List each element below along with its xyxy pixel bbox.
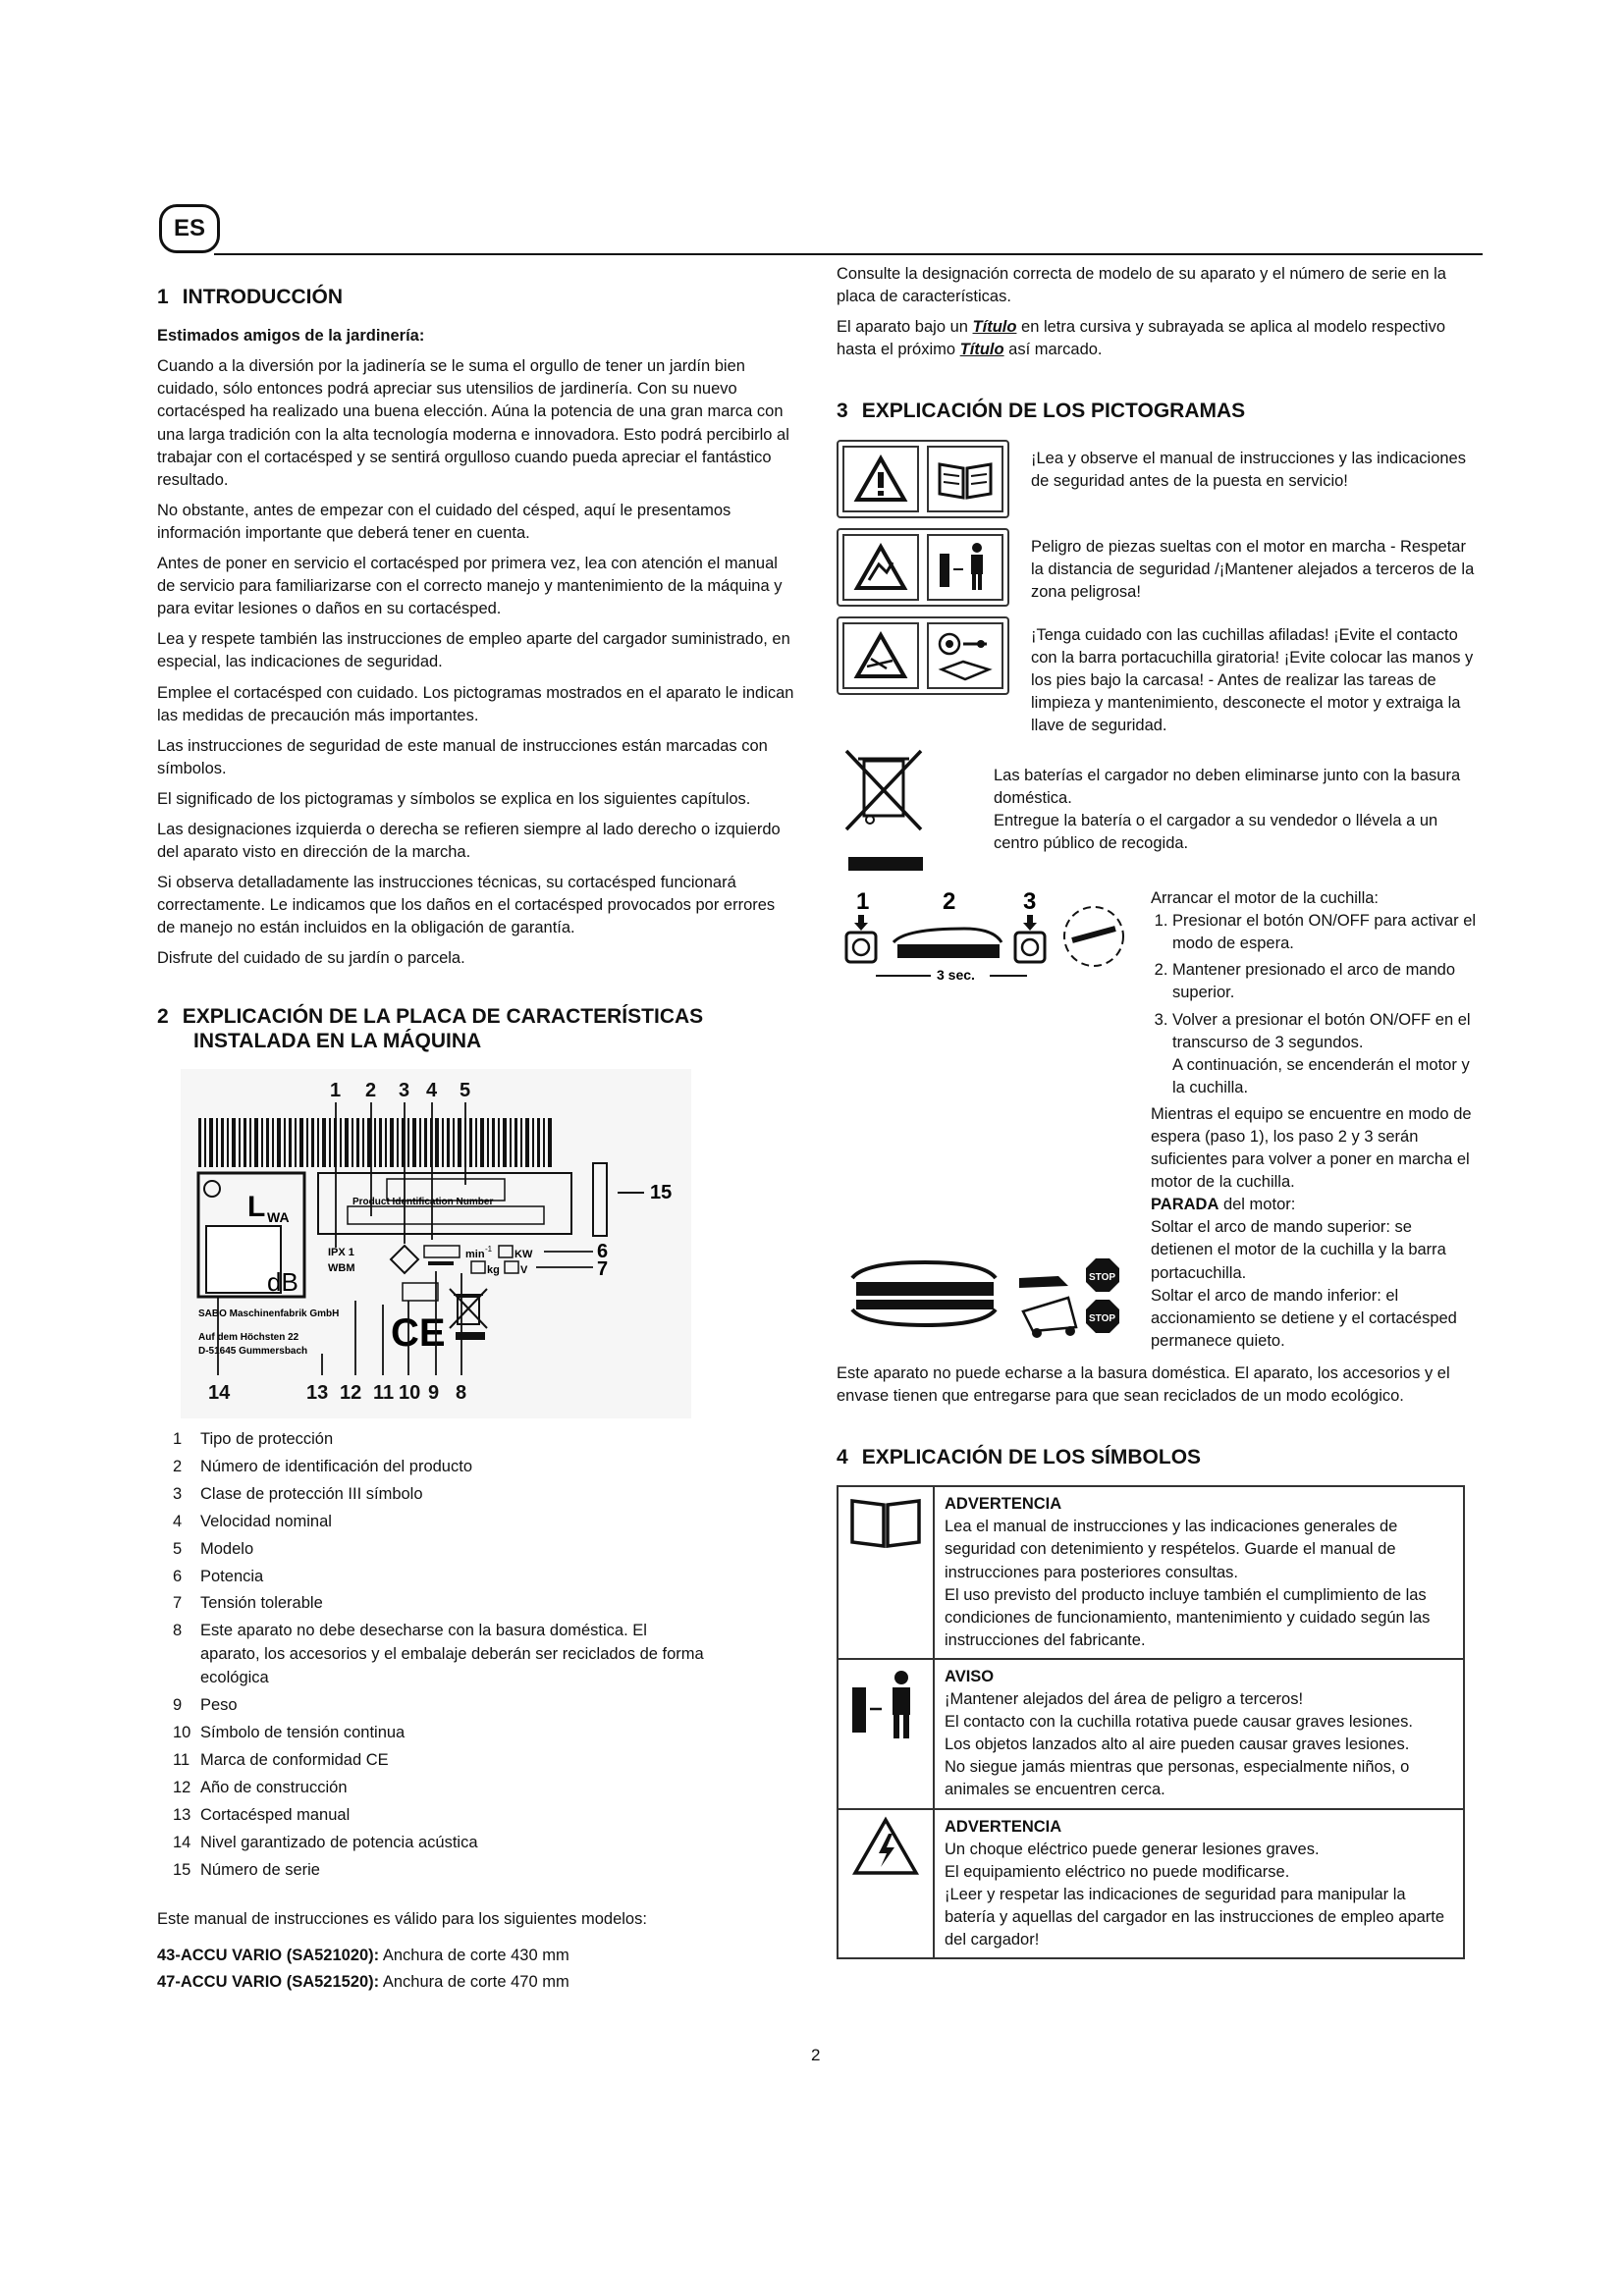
blade-warning-icon	[842, 622, 919, 689]
blade-pictogram	[837, 616, 1009, 695]
intro-paragraph: Antes de poner en servicio el cortacésped por primera vez, lea con atención el manual de servicio para familiarizarse con el correcto manejo y mantenimiento de la máquina y para evitar lesiones o daños en su cortacésped.	[157, 555, 783, 618]
legend-item: 6 Potencia	[173, 1567, 264, 1585]
section-2-title-line1: EXPLICACIÓN DE LA PLACA DE CARACTERÍSTICAS	[182, 1004, 704, 1028]
legend-item: 8 Este aparato no debe desecharse con la basura doméstica. El aparato, los accesorios y el embalaje deberán ser reciclados de forma ecológica	[173, 1622, 704, 1687]
step-number: 3	[1023, 888, 1037, 916]
min-sup: -1	[485, 1244, 493, 1254]
pictogram-text: ¡Lea y observe el manual de instrucciones y las indicaciones de seguridad antes de la puesta en servicio!	[1031, 449, 1466, 490]
section-3-heading	[837, 399, 1477, 423]
pictogram-text: Peligro de piezas sueltas con el motor en marcha - Respetar la distancia de seguridad /¡Mantener alejados a terceros de la zona peligrosa!	[1031, 537, 1475, 601]
stop-text: Soltar el arco de mando superior: se detienen el motor de la cuchilla y la barra portacuchilla.	[1151, 1218, 1446, 1282]
plate-num-8: 8	[456, 1381, 467, 1404]
start-step: 1. Presionar el botón ON/OFF para activar el modo de espera.	[1172, 910, 1477, 955]
intro-paragraph: Cuando a la diversión por la jadinería se le suma el orgullo de tener un jardín bien cuidado, sólo entonces podrá apreciar sus utensilios de jardinería. Con su nuevo cortacésped ha realizado una buena elección. Aúna la potencia de una gran marca con una larga tradición con la alta tecnología moderna e innovadora. Esto podrá percibirlo al trabajar con el cortacésped y se sentirá orgulloso cuando pueda apreciar el fantástico resultado.	[157, 357, 789, 489]
start-sequence-figure	[837, 887, 1141, 1194]
plate-num-7: 7	[597, 1257, 609, 1280]
legend-item: 1 Tipo de protección	[173, 1429, 334, 1448]
keep-distance-icon	[927, 534, 1003, 601]
intro-paragraph: Disfrute del cuidado de su jardín o parcela.	[157, 949, 465, 968]
intro-paragraph: Lea y respete también las instrucciones de empleo aparte del cargador suministrado, en especial, las indicaciones de seguridad.	[157, 630, 790, 671]
intro-paragraph: Si observa detalladamente las instrucciones técnicas, su cortacésped funcionará correctamente. Le indicamos que los daños en el cortacésped provocados por errores de manejo no están incluidos en la obligación de garantía.	[157, 874, 776, 937]
three-seconds-label: 3 sec.	[937, 967, 975, 984]
greeting: Estimados amigos de la jardinería:	[157, 327, 425, 346]
stop-heading: PARADA del motor:	[1151, 1196, 1296, 1214]
company-name: SABO Maschinenfabrik GmbH	[198, 1308, 340, 1319]
header-rule	[214, 253, 1483, 255]
plate-num-13: 13	[306, 1381, 329, 1404]
symbol-row	[839, 1810, 1463, 1958]
legend-item: 10 Símbolo de tensión continua	[173, 1724, 406, 1742]
lwa-sub: WA	[267, 1208, 290, 1225]
standby-note: Mientras el equipo se encuentre en modo de espera (paso 1), los paso 2 y 3 serán suficientes para volver a poner en marcha el motor de la cuchilla.	[1151, 1104, 1472, 1192]
battery-text-2: Entregue la batería o el cargador a su vendedor o llévela a un centro público de recogida.	[994, 812, 1438, 853]
right-column	[837, 263, 1477, 1959]
legend-item: 5 Modelo	[173, 1539, 254, 1558]
pictogram-text: ¡Tenga cuidado con las cuchillas afiladas! ¡Evite el contacto con la barra portacuchilla giratoria! ¡Evite colocar las manos y los pies bajo la carcasa! - Antes de realizar las tareas de limpieza y mantenimiento, desconecte el motor y extraiga la llave de seguridad.	[1031, 625, 1474, 734]
plate-num-9: 9	[428, 1381, 440, 1404]
thrown-objects-icon	[842, 534, 919, 601]
language-badge: ES	[159, 204, 220, 253]
step-number: 1	[856, 888, 870, 916]
section-3-title: EXPLICACIÓN DE LOS PICTOGRAMAS	[861, 400, 1246, 423]
plate-num-10: 10	[399, 1381, 421, 1404]
barcode	[198, 1118, 552, 1167]
plate-num-2: 2	[365, 1079, 377, 1101]
wbm-label: WBM	[328, 1261, 355, 1274]
section-1-title: INTRODUCCIÓN	[182, 286, 344, 308]
plate-num-1: 1	[330, 1079, 342, 1101]
start-step: 2. Mantener presionado el arco de mando superior.	[1172, 959, 1477, 1004]
address-line-2: D-51645 Gummersbach	[198, 1345, 308, 1357]
symbols-table	[837, 1485, 1465, 1959]
plate-num-6: 6	[597, 1240, 609, 1262]
symbol-text: AVISO ¡Mantener alejados del área de peligro a terceros! El contacto con la cuchilla rotativa puede causar graves lesiones. Los objetos lanzados alto al aire pueden causar graves lesiones. No siegue jamás mientras que personas, especialmente niños, o animales se encuentren cerca.	[945, 1667, 1413, 1799]
step-number: 2	[943, 888, 956, 916]
model-line: 47-ACCU VARIO (SA521520): Anchura de corte 470 mm	[157, 1972, 569, 1991]
v-label: V	[520, 1263, 528, 1276]
model-line: 43-ACCU VARIO (SA521020): Anchura de corte 430 mm	[157, 1946, 569, 1964]
section-4-title: EXPLICACIÓN DE LOS SÍMBOLOS	[861, 1446, 1202, 1469]
stop-figure	[837, 1194, 1141, 1353]
page-number: 2	[811, 2046, 821, 2064]
legend-item: 14 Nivel garantizado de potencia acústica	[173, 1833, 478, 1851]
section-2-heading	[157, 1004, 797, 1053]
battery-text-1: Las baterías el cargador no deben eliminarse junto con la basura doméstica.	[994, 767, 1461, 808]
legend-item: 12 Año de construcción	[173, 1778, 348, 1796]
stop-sign-label: STOP	[1089, 1313, 1116, 1325]
intro-paragraph: El significado de los pictogramas y símbolos se explica en los siguientes capítulos.	[157, 789, 751, 808]
section-4-number: 4	[837, 1446, 848, 1469]
plate-num-11: 11	[373, 1381, 395, 1404]
section-1-number: 1	[157, 286, 169, 308]
thrown-objects-pictogram	[837, 528, 1009, 607]
start-title: Arrancar el motor de la cuchilla:	[1151, 889, 1380, 908]
stop-text: Soltar el arco de mando inferior: el accionamiento se detiene y el cortacésped permanece quieto.	[1151, 1286, 1457, 1350]
ipx-label: IPX 1	[328, 1246, 354, 1258]
keep-distance-icon	[839, 1660, 935, 1808]
pictogram-row	[837, 616, 1477, 737]
legend-item: 3 Clase de protección III símbolo	[173, 1484, 423, 1503]
manual-pictogram	[837, 440, 1009, 518]
key-removal-icon	[927, 622, 1003, 689]
legend-item: 11 Marca de conformidad CE	[173, 1750, 389, 1769]
legend-item: 9 Peso	[173, 1696, 238, 1715]
section-3-number: 3	[837, 400, 848, 423]
electric-shock-icon	[839, 1810, 935, 1958]
rating-plate-figure	[181, 1069, 691, 1418]
warning-triangle-icon	[842, 446, 919, 512]
legend-item: 15 Número de serie	[173, 1860, 320, 1879]
plate-num-15: 15	[650, 1181, 673, 1203]
plate-num-5: 5	[460, 1079, 471, 1101]
book-icon	[927, 446, 1003, 512]
symbol-row	[839, 1660, 1463, 1810]
battery-disposal-row	[837, 747, 1477, 880]
manual-icon	[839, 1487, 935, 1658]
plate-legend	[173, 1428, 797, 1883]
legend-item: 7 Tensión tolerable	[173, 1594, 323, 1613]
lwa-label: L	[247, 1190, 266, 1223]
start-steps	[1151, 910, 1477, 1099]
start-motor-row	[837, 887, 1477, 1194]
ce-mark: CE	[391, 1310, 446, 1355]
legend-item: 4 Velocidad nominal	[173, 1512, 332, 1530]
pictogram-row	[837, 528, 1477, 607]
plate-num-12: 12	[340, 1381, 362, 1404]
db-label: dB	[267, 1266, 298, 1297]
address-line-1: Auf dem Höchsten 22	[198, 1331, 299, 1343]
legend-item: 2 Número de identificación del producto	[173, 1457, 472, 1475]
section-4-heading	[837, 1445, 1477, 1469]
symbol-text: ADVERTENCIA Un choque eléctrico puede generar lesiones graves. El equipamiento eléctrico no puede modificarse. ¡Leer y respetar las indicaciones de seguridad para manipular la batería y aquellas del cargador en las instrucciones de empleo aparte del cargador!	[945, 1817, 1445, 1949]
models-intro: Este manual de instrucciones es válido para los siguientes modelos:	[157, 1909, 647, 1928]
title-note: El aparato bajo un Título en letra cursiva y subrayada se aplica al modelo respectivo hasta el próximo Título así marcado.	[837, 318, 1445, 359]
symbol-text: ADVERTENCIA Lea el manual de instrucciones y las indicaciones generales de seguridad con detenimiento y respételos. Guarde el manual de instrucciones para posteriores consultas. El uso previsto del producto incluye también el cumplimiento de las condiciones de funcionamiento, mantenimiento y cuidado según las instrucciones del fabricante.	[945, 1495, 1431, 1649]
stop-sign-label: STOP	[1089, 1272, 1116, 1284]
symbol-row	[839, 1487, 1463, 1660]
section-2-number: 2	[157, 1004, 169, 1028]
crossed-bin-icon	[837, 747, 935, 880]
plate-num-14: 14	[208, 1381, 231, 1404]
models-block	[157, 1908, 797, 1994]
left-column	[157, 265, 797, 1998]
start-instructions	[1151, 887, 1477, 1194]
section-1-heading	[157, 285, 797, 309]
start-step: 3. Volver a presionar el botón ON/OFF en el transcurso de 3 segundos. A continuación, se encenderán el motor y la cuchilla.	[1172, 1009, 1477, 1099]
min-label: min	[465, 1248, 485, 1260]
kw-label: KW	[514, 1248, 533, 1260]
kg-label: kg	[487, 1263, 500, 1276]
recycle-note: Este aparato no puede echarse a la basura doméstica. El aparato, los accesorios y el envase tienen que entregarse para que sean reciclados de un modo ecológico.	[837, 1363, 1450, 1405]
pin-label: Product Identification Number	[352, 1196, 494, 1207]
legend-item: 13 Cortacésped manual	[173, 1805, 351, 1824]
intro-paragraph: Las designaciones izquierda o derecha se refieren siempre al lado derecho o izquierdo del aparato visto en dirección de la marcha.	[157, 820, 781, 862]
plate-note: Consulte la designación correcta de modelo de su aparato y el número de serie en la placa de características.	[837, 265, 1446, 306]
stop-instructions	[1151, 1194, 1477, 1353]
intro-paragraph: Emplee el cortacésped con cuidado. Los pictogramas mostrados en el aparato le indican las medidas de precaución más importantes.	[157, 683, 794, 724]
plate-num-4: 4	[426, 1079, 438, 1101]
plate-num-3: 3	[399, 1079, 410, 1101]
section-2-title-line2: INSTALADA EN LA MÁQUINA	[193, 1029, 482, 1052]
stop-motor-row	[837, 1194, 1477, 1353]
intro-paragraph: No obstante, antes de empezar con el cuidado del césped, aquí le presentamos información importante que deberá tener en cuenta.	[157, 501, 731, 542]
battery-text	[994, 747, 1477, 880]
intro-paragraph: Las instrucciones de seguridad de este manual de instrucciones están marcadas con símbolos.	[157, 736, 768, 777]
pictogram-row	[837, 440, 1477, 518]
